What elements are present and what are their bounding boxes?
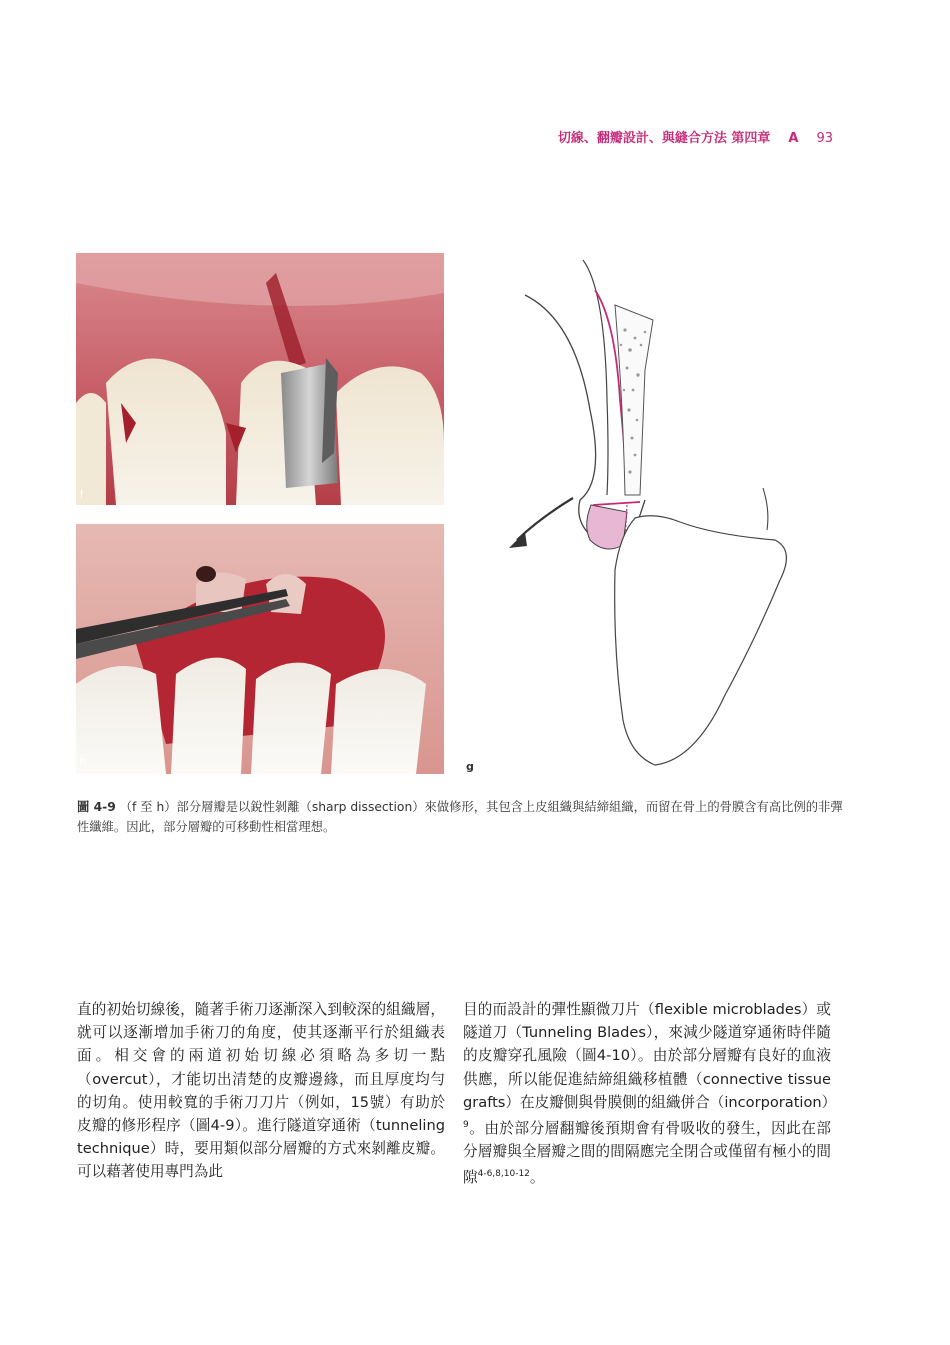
photo-panel-f — [76, 253, 444, 505]
right-paragraph — [463, 998, 837, 1189]
section-letter: A — [788, 131, 799, 146]
tooth-crown — [615, 516, 787, 765]
citation-2: 4-6,8,10-12 — [477, 1169, 530, 1180]
photo-f-image — [76, 253, 444, 505]
panel-g-label: g — [466, 760, 474, 773]
citation-1: 9 — [463, 1120, 469, 1131]
direction-arrow-head — [509, 532, 527, 548]
page-number: 93 — [816, 131, 833, 146]
body-column-right — [463, 998, 837, 1189]
right-text-1: 目的而設計的彈性顯微刀片（flexible microblades）或隧道刀（Tunneling Blades），來減少隧道穿通術時伴隨的皮瓣穿孔風險（圖4-10）。由於部分層瓣有良好的血液供應，所以能促進結締組織移植體（connective tissue grafts）在皮瓣側與骨膜側的組織併合（incorporation） — [463, 1001, 837, 1111]
direction-arrow-shaft — [517, 498, 573, 540]
figure-caption — [77, 797, 847, 837]
right-text-end: 。 — [529, 1169, 545, 1187]
chapter-title: 切線、翻瓣設計、與縫合方法 第四章 — [557, 131, 771, 146]
panel-h-label: h — [80, 756, 87, 768]
figure-reference: 圖 4-9 — [77, 800, 116, 814]
adjacent-tooth-line — [763, 488, 768, 530]
photo-h-image — [76, 524, 444, 774]
body-column-left — [77, 998, 445, 1184]
flap-base-incision — [593, 502, 640, 505]
running-header — [558, 127, 833, 146]
left-paragraph: 直的初始切線後，隨著手術刀逐漸深入到較深的組織層，就可以逐漸增加手術刀的角度，使其逐漸平行於組織表面。相交會的兩道初始切線必須略為多切一點（overcut），才能切出清楚的皮瓣邊緣，而且厚度均勻的切角。使用較寬的手術刀刀片（例如，15號）有助於皮瓣的修形程序（圖4-9）。進行隧道穿通術（tunneling technique）時，要用類似部分層瓣的方式來剝離皮瓣。可以藉著使用專門為此 — [77, 1001, 445, 1181]
panel-f-label: f — [80, 489, 84, 501]
photo-panel-h — [76, 524, 444, 774]
right-text-2: 。由於部分層翻瓣後預期會有骨吸收的發生，因此在部分層瓣與全層瓣之間的間隔應完全閉合或僅留有極小的間隙 — [463, 1119, 831, 1187]
diagram-g — [495, 250, 845, 780]
caption-text: （f 至 h）部分層瓣是以銳性剝離（sharp dissection）來做修形，其包含上皮組織與結締組織，而留在骨上的骨膜含有高比例的非彈性纖維。因此，部分層瓣的可移動性相當理想。 — [77, 800, 843, 834]
